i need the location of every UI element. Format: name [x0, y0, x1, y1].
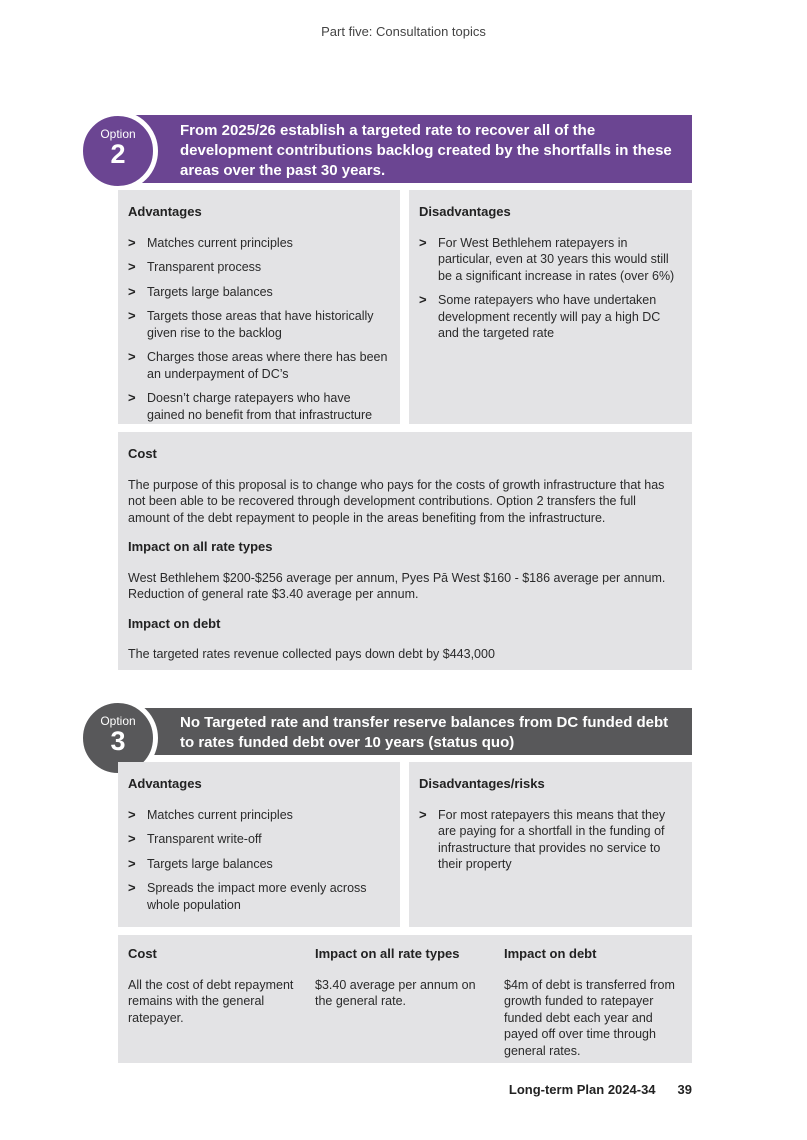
option-badge-number: 2 — [110, 139, 126, 169]
disadvantages-heading: Disadvantages — [419, 204, 511, 219]
disadvantages-list — [419, 807, 682, 873]
document-title: Long-term Plan 2024-34 — [508, 1082, 656, 1097]
option-2-disadvantages-panel — [409, 190, 692, 424]
cost-heading: Cost — [128, 446, 157, 461]
chevron-right-icon: > — [419, 234, 427, 250]
page-footer — [0, 1082, 692, 1097]
chevron-right-icon: > — [128, 259, 136, 274]
list-item: > Spreads the impact more evenly across whole population — [128, 880, 367, 912]
debt-impact-heading: Impact on debt — [504, 946, 597, 961]
rate-impact-text: West Bethlehem $200-$256 average per annum, Pyes Pā West $160 - $186 average per annum. Reduction of general rate $3.40 average per annum. — [128, 570, 666, 601]
option-2-cost-panel — [118, 432, 692, 670]
chevron-right-icon: > — [419, 806, 427, 822]
advantages-list — [128, 807, 390, 914]
list-item: > Matches current principles — [128, 234, 293, 250]
chevron-right-icon: > — [128, 855, 136, 871]
option-3-title: No Targeted rate and transfer reserve balances from DC funded debt to rates funded debt over 10 years (status quo) — [118, 708, 692, 755]
page-number: 39 — [677, 1082, 692, 1097]
option-badge-label: Option — [100, 127, 136, 141]
debt-impact-heading: Impact on debt — [128, 615, 221, 631]
list-item: > Transparent process — [128, 259, 262, 274]
option-2-title: From 2025/26 establish a targeted rate to recover all of the development contributions backlog created by the shortfalls in these areas over the past 30 years. — [118, 115, 692, 183]
chevron-right-icon: > — [128, 283, 136, 299]
debt-impact-text: The targeted rates revenue collected pays down debt by $443,000 — [128, 647, 495, 661]
page-header: Part five: Consultation topics — [321, 24, 486, 39]
rate-impact-text: $3.40 average per annum on the general rate. — [315, 977, 476, 1008]
advantages-list — [128, 235, 390, 424]
disadvantages-list — [419, 235, 682, 342]
option-badge-number: 3 — [110, 726, 126, 756]
chevron-right-icon: > — [128, 831, 136, 846]
debt-impact-text: $4m of debt is transferred from growth funded to ratepayer funded debt each year and payed off over time through general rates. — [504, 977, 675, 1058]
option-3-cost-panel — [118, 935, 692, 1063]
list-item: > For most ratepayers this means that they are paying for a shortfall in the funding of infrastructure that provides no service to their property — [419, 806, 666, 871]
cost-text: The purpose of this proposal is to change who pays for the costs of growth infrastructure that has not been able to be recovered through development contributions. Option 2 transfers the full amount of the debt repayment to people in the areas benefiting from the infrastructure. — [128, 477, 665, 525]
list-item: > Targets large balances — [128, 855, 273, 871]
chevron-right-icon: > — [128, 308, 136, 323]
list-item: > Targets those areas that have historically given rise to the backlog — [128, 308, 374, 340]
debt-impact-column — [504, 946, 682, 1072]
chevron-right-icon: > — [128, 234, 136, 250]
list-item: > Targets large balances — [128, 283, 273, 299]
list-item: > Some ratepayers who have undertaken development recently will pay a high DC and the targeted rate — [419, 292, 661, 340]
chevron-right-icon: > — [128, 880, 136, 895]
cost-heading: Cost — [128, 946, 157, 961]
list-item: > Matches current principles — [128, 806, 293, 822]
list-item: > For West Bethlehem ratepayers in particular, even at 30 years this would still be a significant increase in rates (over 6%) — [419, 234, 675, 283]
chevron-right-icon: > — [128, 390, 136, 405]
disadvantages-heading: Disadvantages/risks — [419, 776, 545, 791]
option-badge-label: Option — [100, 714, 136, 728]
advantages-heading: Advantages — [128, 776, 202, 791]
advantages-heading: Advantages — [128, 204, 202, 219]
option-3-advantages-panel — [118, 762, 400, 927]
option-3-disadvantages-panel — [409, 762, 692, 927]
rate-impact-column — [315, 946, 495, 1023]
option-2-badge — [78, 111, 158, 191]
rate-impact-heading: Impact on all rate types — [315, 946, 460, 961]
cost-text: All the cost of debt repayment remains with the general ratepayer. — [128, 977, 294, 1025]
list-item: > Transparent write-off — [128, 831, 262, 846]
chevron-right-icon: > — [419, 292, 427, 307]
chevron-right-icon: > — [128, 349, 136, 364]
chevron-right-icon: > — [128, 806, 136, 822]
list-item: > Charges those areas where there has been an underpayment of DC’s — [128, 349, 388, 381]
rate-impact-heading: Impact on all rate types — [128, 539, 273, 554]
cost-column — [128, 946, 308, 1039]
option-2-advantages-panel — [118, 190, 400, 424]
list-item: > Doesn’t charge ratepayers who have gained no benefit from that infrastructure — [128, 390, 373, 422]
